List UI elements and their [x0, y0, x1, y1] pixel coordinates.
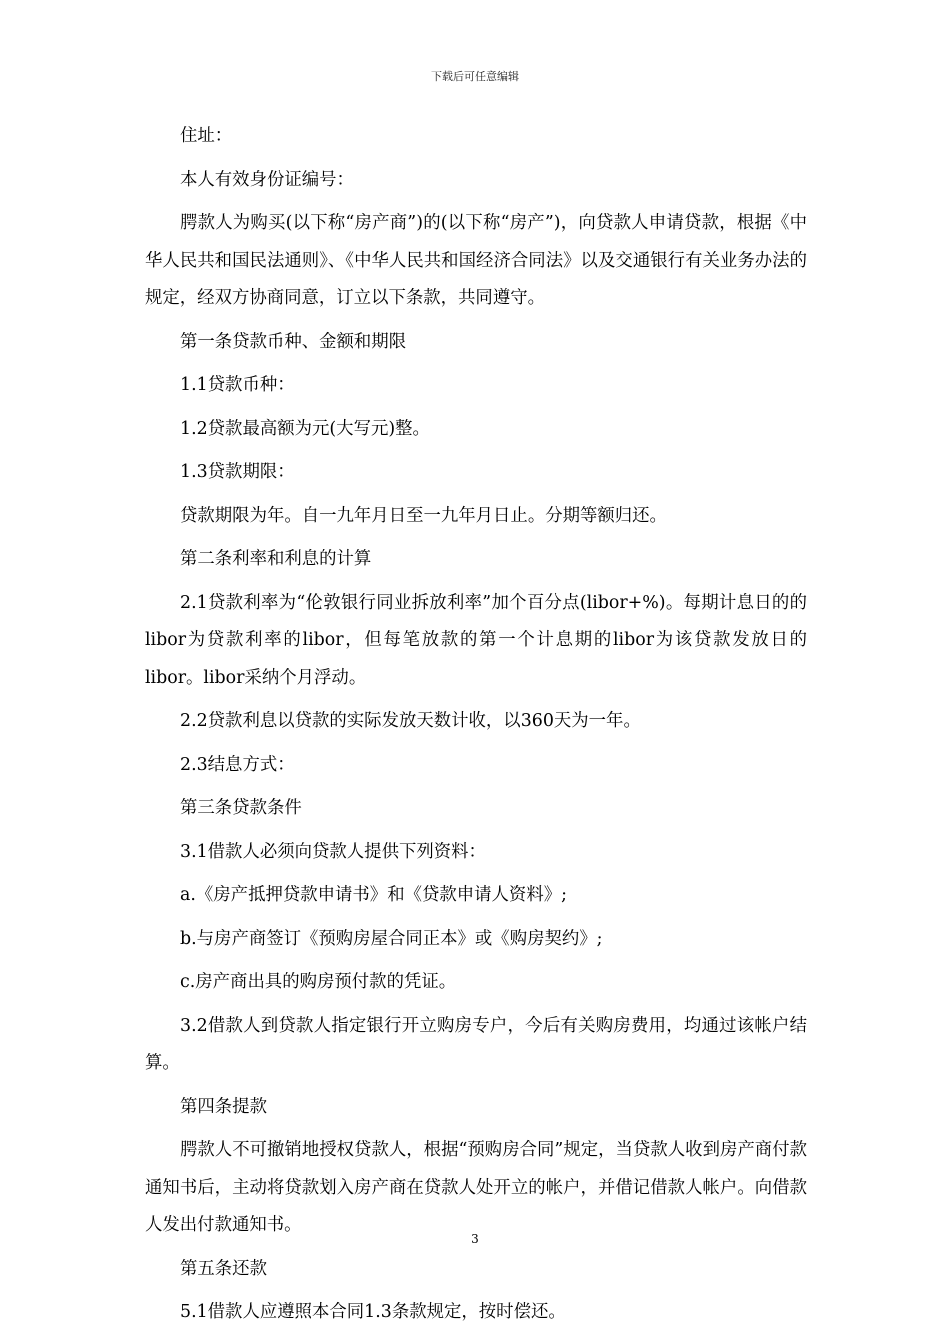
clause-1-1: 1.1贷款币种： [180, 375, 295, 395]
article-1-heading: 第一条贷款币种、金额和期限 [180, 331, 407, 352]
article-5-heading: 第五条还款 [180, 1258, 267, 1279]
article-3-heading: 第三条贷款条件 [180, 798, 302, 818]
clause-1-2: 1.2贷款最高额为元(大写元)整。 [180, 418, 430, 439]
article-4-heading: 第四条提款 [180, 1096, 267, 1117]
page-header: 下载后可任意编辑 [431, 70, 519, 83]
article-2-heading: 第二条利率和利息的计算 [180, 549, 372, 569]
paragraph-address: 住址： [180, 126, 233, 146]
paragraph-intro: 腭款人为购买(以下称“房产商”)的(以下称“房产”)，向贷款人申请贷款，根据《中华人民共和国民法通则》、《中华人民共和国经济合同法》以及交通银行有关业务办法的规定，经双方协商同意，订立以下条款，共同遵守。 [145, 213, 807, 308]
clause-2-3: 2.3结息方式： [180, 754, 295, 775]
clause-1-3: 1.3贷款期限： [180, 462, 295, 482]
document-body [145, 118, 807, 1338]
clause-3-1-c: c.房产商出具的购房预付款的凭证。 [180, 972, 457, 992]
clause-3-2: 3.2借款人到贷款人指定银行开立购房专户，今后有关购房费用，均通过该帐户结算。 [145, 1015, 807, 1073]
clause-5-1: 5.1借款人应遵照本合同1.3条款规定，按时偿还。 [180, 1302, 566, 1322]
clause-3-1-b: b.与房产商签订《预购房屋合同正本》或《购房契约》; [180, 928, 603, 949]
clause-4-body: 腭款人不可撤销地授权贷款人，根据“预购房合同”规定，当贷款人收到房产商付款通知书后，主动将贷款划入房产商在贷款人处开立的帐户，并借记借款人帐户。向借款人发出付款通知书。 [145, 1140, 807, 1235]
page-number: 3 [471, 1232, 479, 1246]
clause-3-1: 3.1借款人必须向贷款人提供下列资料： [180, 841, 486, 862]
paragraph-id-number: 本人有效身份证编号： [180, 169, 354, 190]
clause-2-1: 2.1贷款利率为“伦敦银行同业拆放利率”加个百分点(libor+%)。每期计息日的的libor为贷款利率的libor，但每笔放款的第一个计息期的libor为该贷款发放日的libor。libor采纳个月浮动。 [145, 592, 807, 688]
clause-2-2: 2.2贷款利息以贷款的实际发放天数计收，以360天为一年。 [180, 711, 641, 731]
clause-3-1-a: a.《房产抵押贷款申请书》和《贷款申请人资料》; [180, 885, 567, 905]
clause-1-3-detail: 贷款期限为年。自一九年月日至一九年月日止。分期等额归还。 [180, 505, 667, 526]
